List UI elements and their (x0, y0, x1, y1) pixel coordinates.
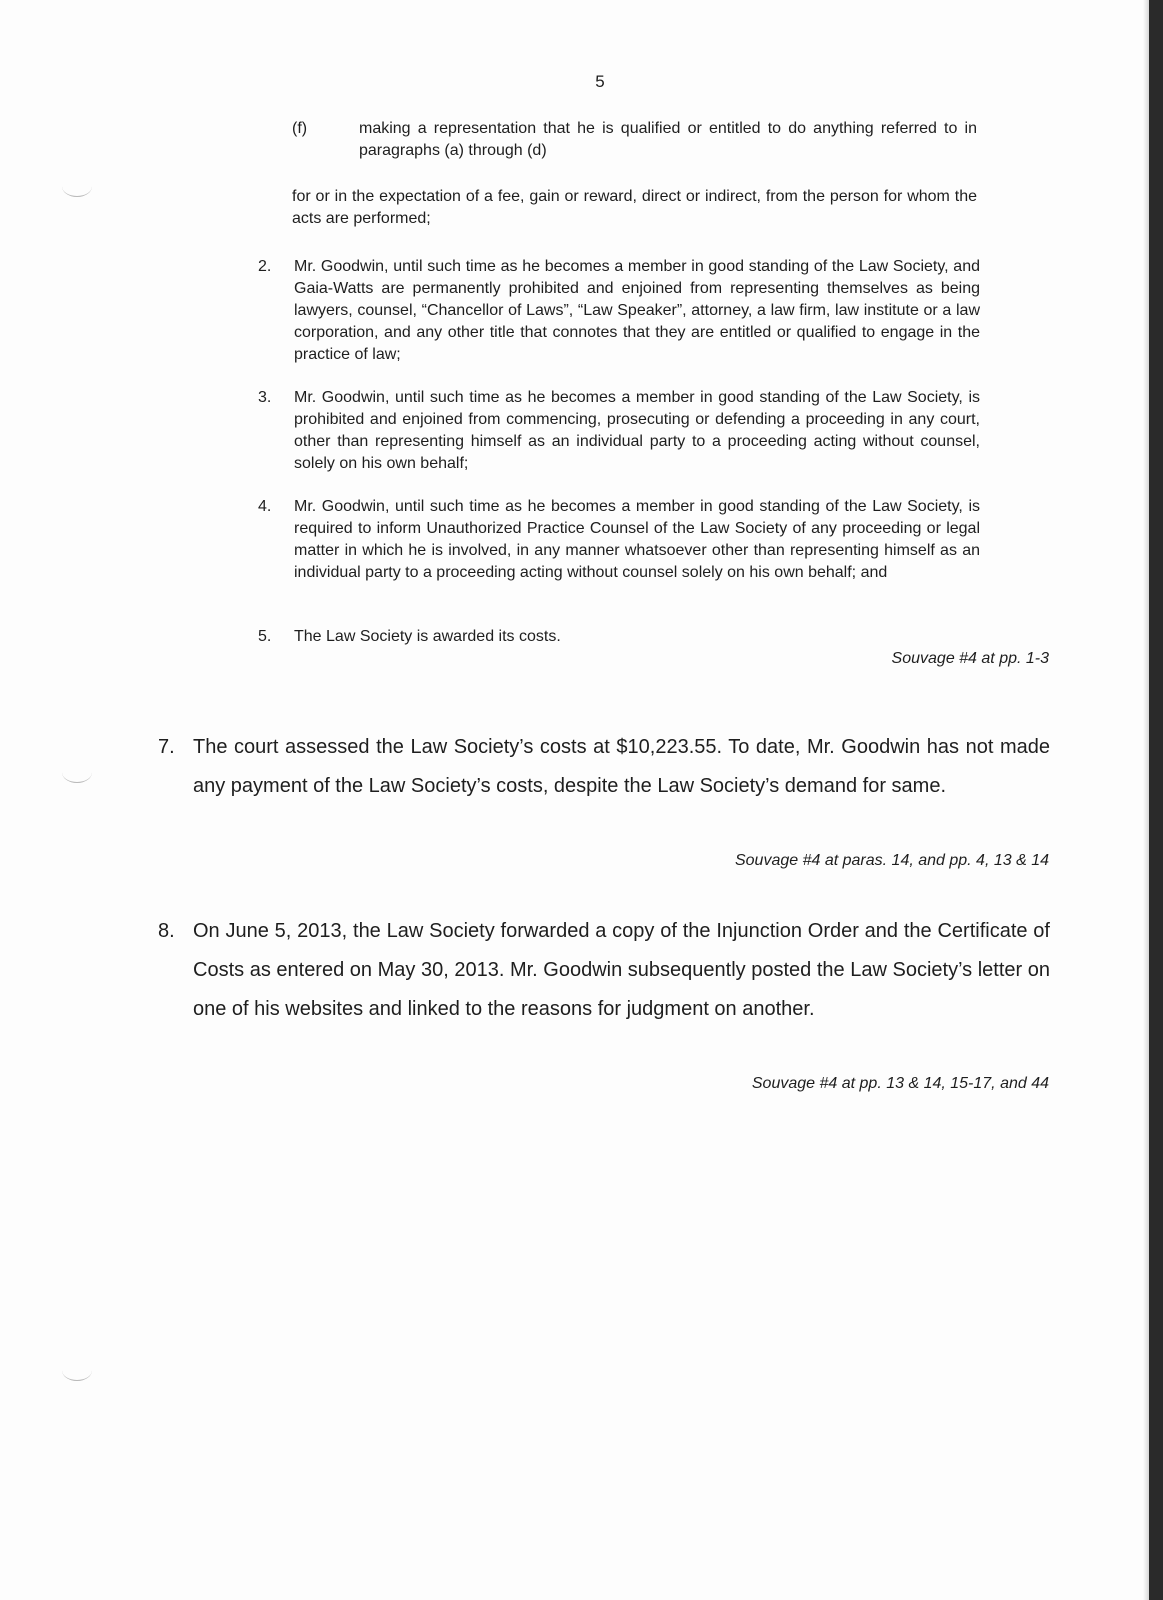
citation: Souvage #4 at paras. 14, and pp. 4, 13 & 14 (734, 852, 1049, 869)
paragraph-number: 8. (158, 920, 175, 942)
order-item-3 (258, 387, 980, 475)
sub-item-f (292, 118, 977, 162)
order-item-text: Mr. Goodwin, until such time as he becomes a member in good standing of the Law Society, is prohibited and enjoined from commencing, prosecuting or defending a proceeding in any court, other than representing himself as an individual party to a proceeding acting without counsel, solely on his own behalf; (294, 389, 980, 472)
paragraph-number: 7. (158, 736, 175, 758)
order-item-4 (258, 496, 980, 584)
order-item-number: 4. (258, 498, 272, 515)
citation: Souvage #4 at pp. 13 & 14, 15-17, and 44 (751, 1075, 1049, 1092)
order-item-number: 2. (258, 258, 272, 275)
order-item-2 (258, 256, 980, 366)
citation: Souvage #4 at pp. 1-3 (891, 650, 1049, 667)
order-item-5 (258, 626, 980, 648)
punch-hole-mark (62, 1360, 92, 1381)
sub-item-text: making a representation that he is qualified or entitled to do anything referred to in paragraphs (a) through (d) (359, 120, 977, 159)
order-item-text: Mr. Goodwin, until such time as he becomes a member in good standing of the Law Society, is required to inform Unauthorized Practice Counsel of the Law Society of any proceeding or legal matter in which he is involved, in any manner whatsoever other than representing himself as an individual party to a proceeding acting without counsel solely on his own behalf; and (294, 498, 980, 581)
page-number: 5 (595, 72, 605, 91)
paragraph-7 (158, 728, 1050, 806)
order-item-text: The Law Society is awarded its costs. (294, 628, 561, 645)
punch-hole-mark (62, 176, 92, 197)
paragraph-8 (158, 912, 1050, 1029)
page-edge (1149, 0, 1163, 1600)
paragraph-text: The court assessed the Law Society’s costs at $10,223.55. To date, Mr. Goodwin has not made any payment of the Law Society’s costs, despite the Law Society’s demand for same. (193, 736, 1050, 797)
list-tail-text: for or in the expectation of a fee, gain or reward, direct or indirect, from the person for whom the acts are performed; (292, 188, 977, 227)
sub-item-label: (f) (292, 120, 308, 137)
paragraph-text: On June 5, 2013, the Law Society forwarded a copy of the Injunction Order and the Certificate of Costs as entered on May 30, 2013. Mr. Goodwin subsequently posted the Law Society’s letter on one of his websites and linked to the reasons for judgment on another. (193, 920, 1050, 1020)
order-item-number: 5. (258, 628, 272, 645)
punch-hole-mark (62, 762, 92, 783)
order-item-number: 3. (258, 389, 272, 406)
order-item-text: Mr. Goodwin, until such time as he becomes a member in good standing of the Law Society, and Gaia-Watts are permanently prohibited and enjoined from representing themselves as being lawyers, counsel, “Chancellor of Laws”, “Law Speaker”, attorney, a law firm, law institute or a law corporation, and any other title that connotes that they are entitled or qualified to engage in the practice of law; (294, 258, 980, 363)
